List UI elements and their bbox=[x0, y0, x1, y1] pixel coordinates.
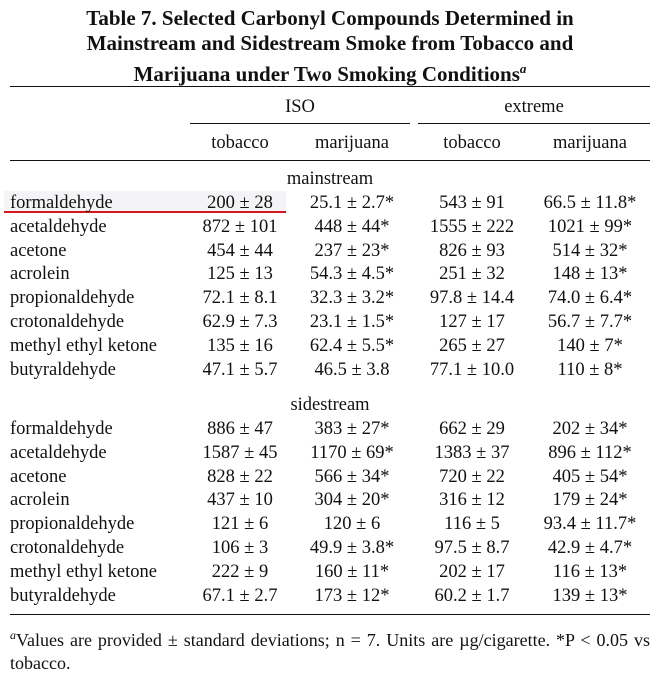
cell-extreme-marijuana: 405 ± 54* bbox=[552, 467, 628, 487]
cell-iso-tobacco: 222 ± 9 bbox=[211, 562, 269, 582]
cell-iso-marijuana: 46.5 ± 3.8 bbox=[314, 360, 390, 380]
row-label: formaldehyde bbox=[10, 193, 113, 213]
cell-extreme-tobacco: 1383 ± 37 bbox=[434, 443, 510, 463]
cell-iso-tobacco: 121 ± 6 bbox=[211, 514, 269, 534]
row-label: acrolein bbox=[10, 490, 70, 510]
cell-extreme-tobacco: 720 ± 22 bbox=[439, 467, 505, 487]
footnote-marker: a bbox=[10, 628, 16, 642]
title-footnote-marker: a bbox=[519, 61, 527, 76]
cell-extreme-tobacco: 826 ± 93 bbox=[439, 241, 505, 261]
table-top-rule bbox=[10, 86, 650, 87]
row-label: acrolein bbox=[10, 264, 70, 284]
cell-extreme-marijuana: 42.9 ± 4.7* bbox=[547, 538, 633, 558]
cell-iso-marijuana: 304 ± 20* bbox=[314, 490, 390, 510]
cell-iso-tobacco: 125 ± 13 bbox=[207, 264, 273, 284]
header-bottom-rule bbox=[10, 160, 650, 161]
row-label: butyraldehyde bbox=[10, 360, 116, 380]
row-label: methyl ethyl ketone bbox=[10, 336, 157, 356]
cell-iso-tobacco: 67.1 ± 2.7 bbox=[202, 586, 278, 606]
cell-iso-tobacco: 1587 ± 45 bbox=[202, 443, 278, 463]
row-label: acetone bbox=[10, 241, 67, 261]
row-label: formaldehyde bbox=[10, 419, 113, 439]
row-label: propionaldehyde bbox=[10, 288, 135, 308]
cell-iso-marijuana: 566 ± 34* bbox=[314, 467, 390, 487]
cell-extreme-tobacco: 316 ± 12 bbox=[439, 490, 505, 510]
cell-iso-tobacco: 72.1 ± 8.1 bbox=[202, 288, 278, 308]
cell-extreme-marijuana: 93.4 ± 11.7* bbox=[543, 514, 637, 534]
cell-extreme-tobacco: 97.8 ± 14.4 bbox=[429, 288, 515, 308]
cell-extreme-marijuana: 139 ± 13* bbox=[552, 586, 628, 606]
column-header-iso-marijuana: marijuana bbox=[315, 133, 389, 153]
table-title-line-2: Mainstream and Sidestream Smoke from Tobacco and bbox=[86, 31, 574, 55]
table-title-line-3: Marijuana under Two Smoking Conditions$^a$ bbox=[133, 61, 527, 86]
cell-iso-tobacco: 886 ± 47 bbox=[207, 419, 273, 439]
cell-extreme-marijuana: 514 ± 32* bbox=[552, 241, 628, 261]
group-rule-extreme bbox=[418, 123, 650, 124]
cell-iso-marijuana: 49.9 ± 3.8* bbox=[309, 538, 395, 558]
cell-extreme-tobacco: 116 ± 5 bbox=[444, 514, 500, 534]
cell-extreme-marijuana: 74.0 ± 6.4* bbox=[547, 288, 633, 308]
cell-iso-tobacco: 135 ± 16 bbox=[207, 336, 273, 356]
table-footnote bbox=[10, 624, 650, 675]
cell-extreme-marijuana: 148 ± 13* bbox=[552, 264, 628, 284]
cell-iso-tobacco: 200 ± 28 bbox=[207, 193, 273, 213]
column-header-extreme-marijuana: marijuana bbox=[553, 133, 627, 153]
cell-extreme-tobacco: 662 ± 29 bbox=[439, 419, 505, 439]
group-header-iso: ISO bbox=[285, 97, 315, 117]
table-title-line-1: Table 7. Selected Carbonyl Compounds Determined in bbox=[86, 6, 574, 30]
cell-extreme-tobacco: 60.2 ± 1.7 bbox=[434, 586, 510, 606]
column-header-iso-tobacco: tobacco bbox=[211, 133, 269, 153]
cell-extreme-tobacco: 97.5 ± 8.7 bbox=[434, 538, 510, 558]
cell-iso-tobacco: 437 ± 10 bbox=[207, 490, 273, 510]
row-label: acetone bbox=[10, 467, 67, 487]
cell-iso-marijuana: 25.1 ± 2.7* bbox=[309, 193, 395, 213]
cell-iso-marijuana: 160 ± 11* bbox=[314, 562, 390, 582]
cell-extreme-tobacco: 77.1 ± 10.0 bbox=[429, 360, 515, 380]
cell-iso-tobacco: 47.1 ± 5.7 bbox=[202, 360, 278, 380]
cell-iso-tobacco: 872 ± 101 bbox=[202, 217, 278, 237]
cell-extreme-marijuana: 140 ± 7* bbox=[557, 336, 623, 356]
cell-iso-tobacco: 106 ± 3 bbox=[211, 538, 269, 558]
cell-extreme-tobacco: 251 ± 32 bbox=[439, 264, 505, 284]
cell-extreme-tobacco: 265 ± 27 bbox=[439, 336, 505, 356]
cell-iso-marijuana: 120 ± 6 bbox=[323, 514, 381, 534]
cell-iso-marijuana: 173 ± 12* bbox=[314, 586, 390, 606]
cell-extreme-tobacco: 543 ± 91 bbox=[439, 193, 505, 213]
section-label-mainstream: mainstream bbox=[286, 169, 374, 189]
cell-iso-marijuana: 23.1 ± 1.5* bbox=[309, 312, 395, 332]
cell-extreme-marijuana: 202 ± 34* bbox=[552, 419, 628, 439]
group-header-extreme: extreme bbox=[504, 97, 564, 117]
cell-iso-tobacco: 454 ± 44 bbox=[207, 241, 273, 261]
table-title bbox=[0, 6, 660, 87]
cell-extreme-marijuana: 179 ± 24* bbox=[552, 490, 628, 510]
cell-extreme-tobacco: 127 ± 17 bbox=[439, 312, 505, 332]
row-label: propionaldehyde bbox=[10, 514, 135, 534]
cell-iso-marijuana: 448 ± 44* bbox=[314, 217, 390, 237]
footnote-text: Values are provided ± standard deviations; n = 7. Units are µg/cigarette. *P < 0.05 vs tobacco. bbox=[10, 630, 650, 673]
cell-iso-marijuana: 32.3 ± 3.2* bbox=[309, 288, 395, 308]
cell-extreme-marijuana: 56.7 ± 7.7* bbox=[547, 312, 633, 332]
row-label: acetaldehyde bbox=[10, 217, 107, 237]
cell-extreme-marijuana: 110 ± 8* bbox=[557, 360, 623, 380]
cell-extreme-marijuana: 66.5 ± 11.8* bbox=[543, 193, 637, 213]
row-label: acetaldehyde bbox=[10, 443, 107, 463]
cell-iso-tobacco: 62.9 ± 7.3 bbox=[202, 312, 278, 332]
group-rule-iso bbox=[190, 123, 410, 124]
cell-iso-marijuana: 1170 ± 69* bbox=[310, 443, 394, 463]
table-bottom-rule bbox=[10, 614, 650, 615]
row-label: butyraldehyde bbox=[10, 586, 116, 606]
row-label: crotonaldehyde bbox=[10, 312, 125, 332]
cell-extreme-marijuana: 116 ± 13* bbox=[552, 562, 628, 582]
cell-extreme-tobacco: 202 ± 17 bbox=[439, 562, 505, 582]
section-label-sidestream: sidestream bbox=[290, 395, 370, 415]
cell-iso-marijuana: 54.3 ± 4.5* bbox=[309, 264, 395, 284]
cell-iso-marijuana: 237 ± 23* bbox=[314, 241, 390, 261]
row-label: crotonaldehyde bbox=[10, 538, 125, 558]
row-label: methyl ethyl ketone bbox=[10, 562, 157, 582]
cell-iso-marijuana: 383 ± 27* bbox=[314, 419, 390, 439]
cell-iso-marijuana: 62.4 ± 5.5* bbox=[309, 336, 395, 356]
cell-extreme-marijuana: 1021 ± 99* bbox=[547, 217, 633, 237]
column-header-extreme-tobacco: tobacco bbox=[443, 133, 501, 153]
cell-extreme-marijuana: 896 ± 112* bbox=[548, 443, 632, 463]
cell-extreme-tobacco: 1555 ± 222 bbox=[429, 217, 515, 237]
cell-iso-tobacco: 828 ± 22 bbox=[207, 467, 273, 487]
